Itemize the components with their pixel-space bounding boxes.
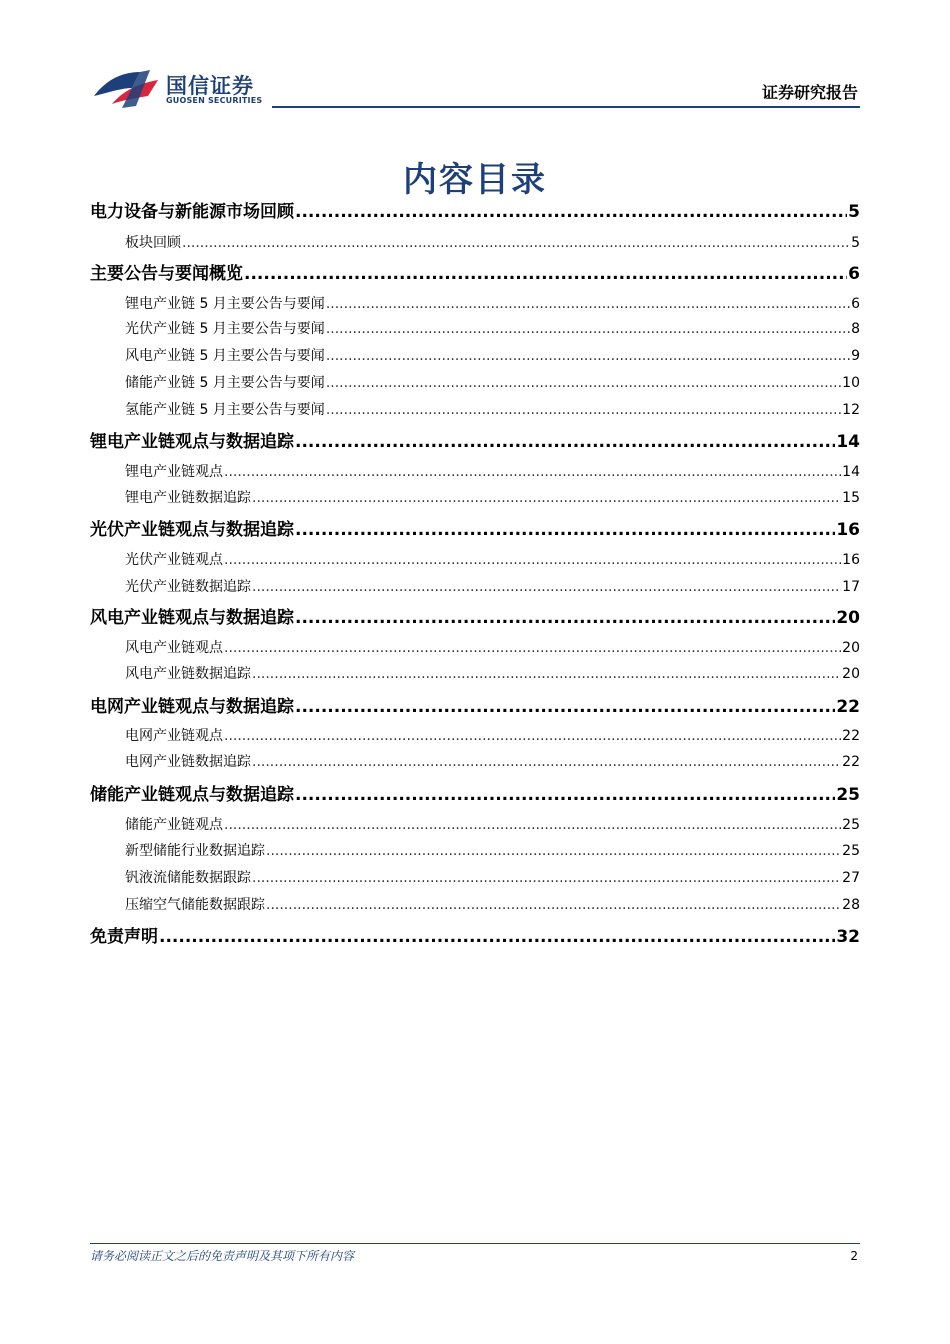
toc-dot-leader bbox=[182, 233, 850, 253]
footer-divider bbox=[90, 1243, 860, 1244]
toc-entry-page: 28 bbox=[842, 897, 860, 913]
toc-section-entry[interactable] bbox=[90, 783, 860, 807]
toc-dot-leader bbox=[224, 726, 841, 746]
toc-dot-leader bbox=[326, 294, 850, 314]
toc-entry-page: 10 bbox=[842, 375, 860, 391]
toc-dot-leader bbox=[295, 430, 835, 454]
toc-section-entry[interactable] bbox=[90, 262, 860, 286]
toc-entry-label: 风电产业链数据追踪 bbox=[125, 666, 251, 682]
toc-entry-page: 15 bbox=[842, 490, 860, 506]
toc-entry-label: 风电产业链观点 bbox=[125, 640, 223, 656]
toc-dot-leader bbox=[252, 752, 841, 772]
toc-entry-page: 27 bbox=[842, 870, 860, 886]
toc-entry-label: 主要公告与要闻概览 bbox=[90, 264, 243, 284]
toc-entry-label: 光伏产业链观点与数据追踪 bbox=[90, 520, 294, 540]
toc-dot-leader bbox=[295, 200, 847, 224]
toc-subsection-entry[interactable] bbox=[90, 319, 860, 339]
toc-entry-page: 20 bbox=[842, 640, 860, 656]
toc-dot-leader bbox=[252, 577, 841, 597]
toc-entry-label: 锂电产业链数据追踪 bbox=[125, 490, 251, 506]
logo-english-name: GUOSEN SECURITIES bbox=[166, 96, 263, 105]
toc-entry-label: 风电产业链观点与数据追踪 bbox=[90, 608, 294, 628]
toc-entry-label: 钒液流储能数据跟踪 bbox=[125, 870, 251, 886]
toc-entry-label: 储能产业链观点与数据追踪 bbox=[90, 785, 294, 805]
toc-entry-label: 电网产业链观点 bbox=[125, 728, 223, 744]
toc-subsection-entry[interactable] bbox=[90, 726, 860, 746]
toc-dot-leader bbox=[266, 895, 841, 915]
page-number: 2 bbox=[850, 1249, 858, 1263]
toc-dot-leader bbox=[252, 488, 841, 508]
toc-subsection-entry[interactable] bbox=[90, 373, 860, 393]
toc-subsection-entry[interactable] bbox=[90, 638, 860, 658]
toc-entry-label: 压缩空气储能数据跟踪 bbox=[125, 897, 265, 913]
toc-section-entry[interactable] bbox=[90, 925, 860, 949]
toc-entry-label: 氢能产业链 5 月主要公告与要闻 bbox=[125, 402, 325, 418]
toc-subsection-entry[interactable] bbox=[90, 400, 860, 420]
toc-entry-page: 22 bbox=[842, 754, 860, 770]
toc-section-entry[interactable] bbox=[90, 518, 860, 542]
toc-subsection-entry[interactable] bbox=[90, 233, 860, 253]
toc-dot-leader bbox=[326, 319, 850, 339]
toc-section-entry[interactable] bbox=[90, 200, 860, 224]
toc-entry-page: 25 bbox=[836, 785, 860, 805]
toc-entry-page: 8 bbox=[851, 321, 860, 337]
toc-subsection-entry[interactable] bbox=[90, 868, 860, 888]
toc-dot-leader bbox=[252, 868, 841, 888]
toc-entry-page: 22 bbox=[842, 728, 860, 744]
toc-entry-page: 17 bbox=[842, 579, 860, 595]
toc-entry-page: 16 bbox=[836, 520, 860, 540]
toc-subsection-entry[interactable] bbox=[90, 895, 860, 915]
toc-entry-page: 20 bbox=[842, 666, 860, 682]
toc-dot-leader bbox=[244, 262, 847, 286]
toc-subsection-entry[interactable] bbox=[90, 462, 860, 482]
toc-entry-label: 储能产业链观点 bbox=[125, 817, 223, 833]
toc-dot-leader bbox=[252, 664, 841, 684]
toc-entry-page: 6 bbox=[851, 296, 860, 312]
toc-subsection-entry[interactable] bbox=[90, 550, 860, 570]
toc-title: 内容目录 bbox=[403, 160, 547, 200]
toc-entry-page: 5 bbox=[848, 202, 860, 222]
toc-entry-label: 电网产业链数据追踪 bbox=[125, 754, 251, 770]
toc-entry-page: 25 bbox=[842, 817, 860, 833]
toc-dot-leader bbox=[224, 815, 841, 835]
toc-subsection-entry[interactable] bbox=[90, 815, 860, 835]
page-header bbox=[0, 0, 950, 112]
toc-entry-label: 板块回顾 bbox=[125, 235, 181, 251]
toc-subsection-entry[interactable] bbox=[90, 664, 860, 684]
toc-dot-leader bbox=[326, 400, 841, 420]
toc-subsection-entry[interactable] bbox=[90, 488, 860, 508]
toc-entry-label: 锂电产业链 5 月主要公告与要闻 bbox=[125, 296, 325, 312]
toc-dot-leader bbox=[326, 373, 841, 393]
toc-entry-label: 新型储能行业数据追踪 bbox=[125, 843, 265, 859]
toc-entry-label: 光伏产业链观点 bbox=[125, 552, 223, 568]
guosen-logo-icon bbox=[92, 66, 162, 110]
toc-entry-page: 14 bbox=[836, 432, 860, 452]
toc-entry-label: 锂电产业链观点与数据追踪 bbox=[90, 432, 294, 452]
toc-dot-leader bbox=[159, 925, 835, 949]
report-type-label: 证券研究报告 bbox=[761, 83, 858, 102]
toc-dot-leader bbox=[295, 783, 835, 807]
toc-subsection-entry[interactable] bbox=[90, 841, 860, 861]
toc-entry-page: 6 bbox=[848, 264, 860, 284]
toc-entry-page: 25 bbox=[842, 843, 860, 859]
toc-entry-page: 5 bbox=[851, 235, 860, 251]
toc-dot-leader bbox=[295, 606, 835, 630]
toc-dot-leader bbox=[295, 518, 835, 542]
toc-dot-leader bbox=[224, 550, 841, 570]
toc-entry-label: 光伏产业链 5 月主要公告与要闻 bbox=[125, 321, 325, 337]
toc-entry-label: 锂电产业链观点 bbox=[125, 464, 223, 480]
toc-entry-page: 14 bbox=[842, 464, 860, 480]
toc-entry-label: 电力设备与新能源市场回顾 bbox=[90, 202, 294, 222]
toc-entry-label: 光伏产业链数据追踪 bbox=[125, 579, 251, 595]
toc-entry-label: 电网产业链观点与数据追踪 bbox=[90, 697, 294, 717]
toc-section-entry[interactable] bbox=[90, 430, 860, 454]
toc-section-entry[interactable] bbox=[90, 695, 860, 719]
toc-section-entry[interactable] bbox=[90, 606, 860, 630]
toc-subsection-entry[interactable] bbox=[90, 294, 860, 314]
toc-entry-page: 20 bbox=[836, 608, 860, 628]
toc-dot-leader bbox=[295, 695, 835, 719]
toc-entry-page: 32 bbox=[836, 927, 860, 947]
toc-subsection-entry[interactable] bbox=[90, 577, 860, 597]
logo-chinese-name: 国信证券 bbox=[166, 74, 254, 98]
footer-disclaimer: 请务必阅读正文之后的免责声明及其项下所有内容 bbox=[90, 1249, 355, 1263]
toc-entry-page: 22 bbox=[836, 697, 860, 717]
toc-subsection-entry[interactable] bbox=[90, 346, 860, 366]
toc-entry-page: 9 bbox=[851, 348, 860, 364]
toc-subsection-entry[interactable] bbox=[90, 752, 860, 772]
header-divider bbox=[272, 106, 860, 108]
toc-entry-label: 免责声明 bbox=[90, 927, 158, 947]
toc-entry-label: 储能产业链 5 月主要公告与要闻 bbox=[125, 375, 325, 391]
toc-entry-page: 16 bbox=[842, 552, 860, 568]
toc-dot-leader bbox=[326, 346, 850, 366]
toc-entry-label: 风电产业链 5 月主要公告与要闻 bbox=[125, 348, 325, 364]
toc-dot-leader bbox=[266, 841, 841, 861]
toc-entry-page: 12 bbox=[842, 402, 860, 418]
toc-dot-leader bbox=[224, 462, 841, 482]
toc-dot-leader bbox=[224, 638, 841, 658]
